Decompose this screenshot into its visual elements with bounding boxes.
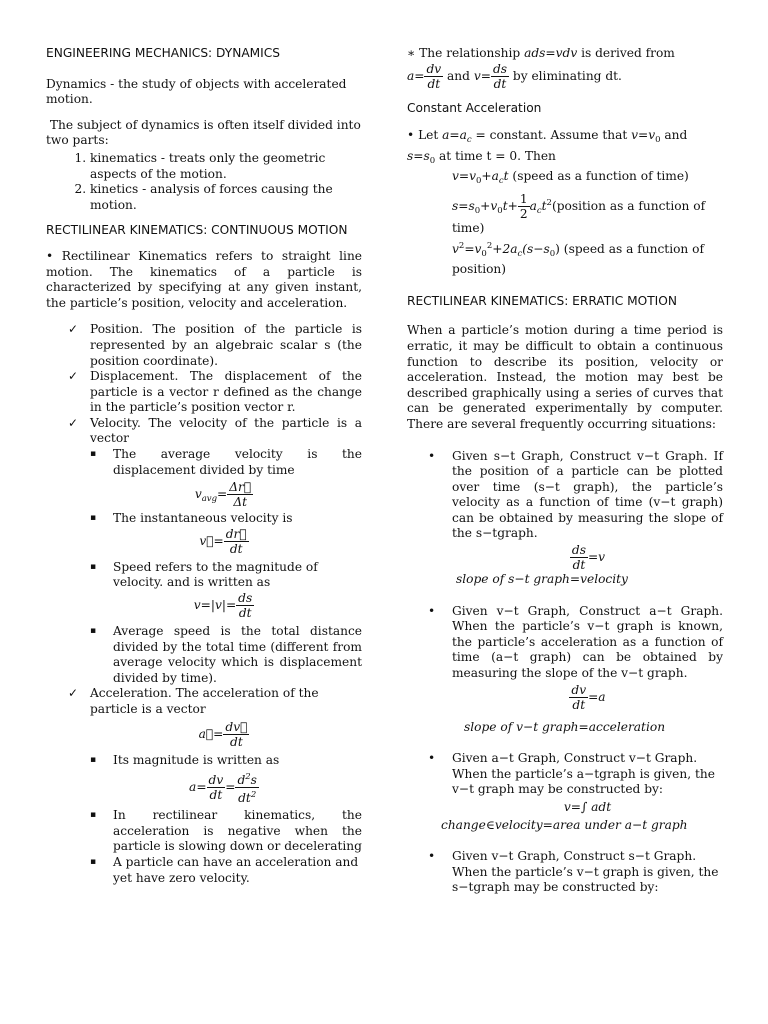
slope-s-t-text: slope of s−t graph=velocity [456,572,628,587]
list-item-instantaneous-velocity [46,511,362,527]
check-icon: ✓ [68,686,79,701]
list-item-negative-acceleration [46,808,362,855]
equation-velocity-position: $v^2=v_0^2+2a_c(s-s_0)$ (speed as a function of position) [452,240,704,277]
displacement-text: Displacement. The displacement of the particle is a vector r defined as the change in the particle’s position vector r. [90,369,362,415]
list-item-speed [46,560,362,591]
constant-acceleration-intro: • Let $a=a_c$ = constant. Assume that $v=v_0$ and $s=s_0$ at time t = 0. Then [407,128,688,166]
list-item: 1. kinematics - treats only the geometric aspects of the motion. [90,151,362,182]
bullet-icon: • [428,849,436,864]
slope-v-t-text: slope of v−t graph=acceleration [464,719,666,734]
equation-acceleration: a⃗= $\frac{dv⃗}{dt}$ [198,719,248,749]
square-bullet-icon: ▪ [90,513,97,524]
section-heading-erratic: RECTILINEAR KINEMATICS: ERRATIC MOTION [407,293,677,308]
equation-average-velocity: $v_{avg}=$ $\frac{\Delta r⃗}{\Delta t}$ [194,480,252,510]
square-bullet-icon: ▪ [90,810,97,821]
square-bullet-icon: ▪ [90,856,97,867]
equation-instantaneous-velocity: v⃗= $\frac{dr⃗}{dt}$ [199,526,247,556]
equation-velocity-time: $v=v_0+a_ct$ (speed as a function of time) [452,169,689,187]
list-item-average-velocity [46,447,362,478]
list-item: 2. kinetics - analysis of forces causing the motion. [90,182,362,213]
right-column [407,46,723,896]
square-bullet-icon: ▪ [90,626,97,637]
acceleration-text: Acceleration. The acceleration of the particle is a vector [90,686,319,716]
s-t-graph-text: Given s−t Graph, Construct v−t Graph. If the position of a particle can be plotted over time (s−t graph), the particle’s velocity as a function of time (v−t graph) can be obtained by measuring the slope of the s−tgraph. [452,448,723,541]
equation-position-time: $s=s_0+v_0t+$ $\frac{1}{2}$ $a_ct^2(position$ as a function of time) [452,191,706,235]
list-item-s-t-graph [407,449,723,588]
list-item-position [46,322,362,369]
equation-speed: v=|v|= $\frac{ds}{dt}$ [193,591,253,621]
relationship-note: ∗ The relationship ads=vdv is derived from [407,46,675,60]
section-heading-continuous: RECTILINEAR KINEMATICS: CONTINUOUS MOTION [46,223,348,238]
parts-list [46,151,362,213]
equation-ds-dt: $\frac{ds}{dt}$ =v [571,543,606,573]
list-item-displacement [46,369,362,416]
speed-text: Speed refers to the magnitude of velocity. and is written as [113,559,318,590]
square-bullet-icon: ▪ [90,754,97,765]
average-velocity-text: The average velocity is the displacement divided by time [113,447,362,477]
check-icon: ✓ [68,369,79,384]
check-icon: ✓ [68,322,79,337]
list-item-a-t-graph [407,751,723,833]
v-t-graph-text: Given v−t Graph, Construct a−t Graph. When the particle’s v−t graph is known, the particle’s acceleration as a function of time (a−t graph) can be obtained by measuring the slope of the v−t graph. [452,603,723,681]
list-item-average-speed [46,624,362,686]
list-item-zero-velocity [46,855,362,886]
equation-acceleration-magnitude: a= $\frac{dv}{dt}$ = $\frac{d^2s}{dt^2}$ [189,772,257,806]
check-icon: ✓ [68,415,79,430]
relationship-note-equations: a= $\frac{dv}{dt}$ and v= $\frac{ds}{dt}$ by eliminating dt. [407,61,622,91]
change-velocity-text: change∈velocity=area under a−t graph [441,817,688,832]
subject-intro: The subject of dynamics is often itself divided into two parts: [46,117,365,148]
list-item-acceleration [46,686,362,717]
bullet-icon: • [428,751,436,766]
bullet-icon: • [428,603,436,618]
equation-dv-dt: $\frac{dv}{dt}$ =a [571,682,606,712]
dynamics-definition: Dynamics - the study of objects with accelerated motion. [46,76,347,107]
list-item-v-t-to-s-t [407,849,723,896]
instantaneous-velocity-text: The instantaneous velocity is [113,511,293,526]
rectilinear-intro: • Rectilinear Kinematics refers to straight line motion. The kinematics of a particle is characterized by specifying at any given instant, the particle’s position, velocity and acceleration. [46,248,362,310]
left-column [46,46,365,886]
velocity-text: Velocity. The velocity of the particle is a vector [90,415,362,446]
page-title: ENGINEERING MECHANICS: DYNAMICS [46,46,281,60]
position-text: Position. The position of the particle is represented by an algebraic scalar s (the position coordinate). [90,322,362,368]
list-item-velocity [46,416,362,447]
v-t-to-s-t-text: Given v−t Graph, Construct s−t Graph. When the particle’s v−t graph is given, the s−tgraph may be constructed by: [452,849,719,895]
erratic-intro: When a particle’s motion during a time period is erratic, it may be difficult to obtain a continuous function to describe its position, velocity or acceleration. Instead, the motion may best be described graphically using a series of curves that can be generated experimentally by computer. There are several frequently occurring situations: [407,323,723,431]
negative-acceleration-text: In rectilinear kinematics, the acceleration is negative when the particle is slowing down or decelerating [113,808,362,854]
magnitude-text: Its magnitude is written as [113,752,280,767]
zero-velocity-text: A particle can have an acceleration and yet have zero velocity. [113,854,359,885]
bullet-icon: • [428,448,436,463]
average-speed-text: Average speed is the total distance divided by the total time (different from average velocity which is displacement divided by time). [113,624,362,685]
square-bullet-icon: ▪ [90,561,97,572]
square-bullet-icon: ▪ [90,449,97,460]
a-t-graph-text: Given a−t Graph, Construct v−t Graph. When the particle’s a−tgraph is given, the v−t graph may be constructed by: [452,751,715,797]
list-item-magnitude [46,753,362,769]
equation-integral: v=∫ adt [563,800,612,814]
section-heading-constant-acceleration: Constant Acceleration [407,100,542,115]
list-item-v-t-graph [407,604,723,736]
